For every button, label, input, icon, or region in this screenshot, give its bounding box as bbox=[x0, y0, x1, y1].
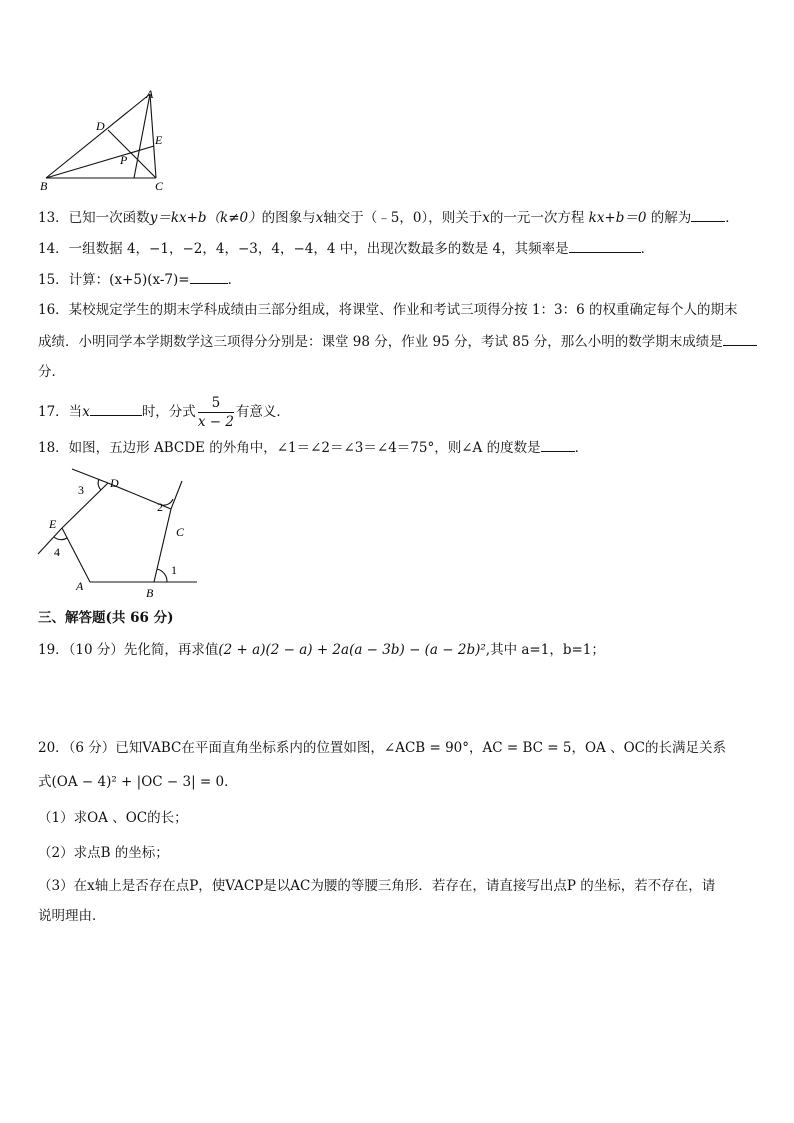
question-20-part3-line2: 说明理由． bbox=[38, 908, 106, 924]
answer-blank-18[interactable] bbox=[541, 437, 575, 452]
angle-3-label: 3 bbox=[78, 483, 84, 497]
side-AB bbox=[46, 94, 150, 178]
answer-blank-13[interactable] bbox=[691, 207, 725, 222]
question-20-line1: 20．（6 分）已知VABC在平面直角坐标系内的位置如图，∠ACB = 90°，AC = BC = 5，OA 、OC的长满足关系 bbox=[38, 740, 726, 756]
arc-angle-4 bbox=[54, 537, 67, 540]
question-20-line2: 式(OA − 4)² + |OC − 3| = 0． bbox=[38, 774, 238, 790]
question-17: 17．当x 时，分式 $\frac{5}{x - 2}$ 有意义． bbox=[38, 395, 290, 430]
label-A: A bbox=[146, 87, 154, 101]
question-20-part2: （2）求点B 的坐标； bbox=[38, 845, 169, 861]
label-D: D bbox=[96, 119, 105, 133]
label-B: B bbox=[146, 586, 154, 600]
segment-DC bbox=[108, 130, 156, 178]
question-18: 18．如图，五边形 ABCDE 的外角中，∠1＝∠2＝∠3＝∠4＝75°，则∠A 的度数是 ． bbox=[38, 437, 758, 458]
label-A: A bbox=[76, 579, 84, 593]
question-15: 15．计算：(x+5)(x-7)= ． bbox=[38, 269, 758, 290]
answer-blank-17[interactable] bbox=[90, 401, 142, 416]
side-EA bbox=[62, 528, 90, 582]
arc-angle-1 bbox=[157, 569, 167, 582]
pentagon-figure bbox=[34, 466, 204, 600]
label-E: E bbox=[155, 133, 163, 147]
label-D: D bbox=[110, 476, 119, 490]
question-16-line2: 成绩．小明同学本学期数学这三项得分分别是：课堂 98 分，作业 95 分，考试 85 分，那么小明的数学期末成绩是 bbox=[38, 331, 758, 352]
question-20-part3-line1: （3）在x轴上是否存在点P，使VACP是以AC为腰的等腰三角形．若存在，请直接写出点P 的坐标，若不存在，请 bbox=[38, 878, 716, 894]
label-P: P bbox=[120, 153, 128, 167]
angle-2-label: 2 bbox=[157, 500, 163, 514]
question-19: 19．（10 分）先化简，再求值(2 + a)(2 − a) + 2a(a − 3b) − (a − 2b)²,其中 a=1，b=1； bbox=[38, 642, 605, 658]
label-C: C bbox=[176, 525, 185, 539]
answer-blank-15[interactable] bbox=[190, 269, 228, 284]
answer-blank-14[interactable] bbox=[569, 238, 641, 253]
extension-BC bbox=[171, 481, 182, 509]
question-14: 14．一组数据 4，−1，−2，4，−3，4，−4，4 中，出现次数最多的数是 4，其频率是 ． bbox=[38, 238, 758, 259]
side-BC bbox=[154, 509, 171, 582]
angle-1-label: 1 bbox=[171, 563, 177, 577]
label-E: E bbox=[49, 517, 57, 531]
segment-BE bbox=[46, 146, 154, 178]
label-B: B bbox=[40, 179, 48, 193]
segment-A-foot bbox=[134, 94, 150, 178]
fraction: $\frac{5}{x - 2}$ bbox=[197, 395, 234, 430]
section-3-title: 三、解答题(共 66 分) bbox=[38, 610, 174, 626]
question-20-part1: （1）求OA 、OC的长； bbox=[38, 810, 188, 826]
answer-blank-16[interactable] bbox=[723, 331, 757, 346]
question-16-line1: 16．某校规定学生的期末学科成绩由三部分组成，将课堂、作业和考试三项得分按 1：3：6 的权重确定每个人的期末 bbox=[38, 302, 738, 318]
label-C: C bbox=[155, 179, 164, 193]
angle-4-label: 4 bbox=[54, 545, 60, 559]
extension-CD bbox=[72, 469, 108, 483]
question-13: 13．已知一次函数y＝kx+b（k≠0）的图象与x轴交于（﹣5，0），则关于x的一元一次方程 kx+b＝0 的解为 ． bbox=[38, 207, 758, 228]
arc-angle-2 bbox=[162, 499, 173, 505]
question-16-line3: 分． bbox=[38, 364, 65, 380]
triangle-figure bbox=[38, 86, 178, 194]
